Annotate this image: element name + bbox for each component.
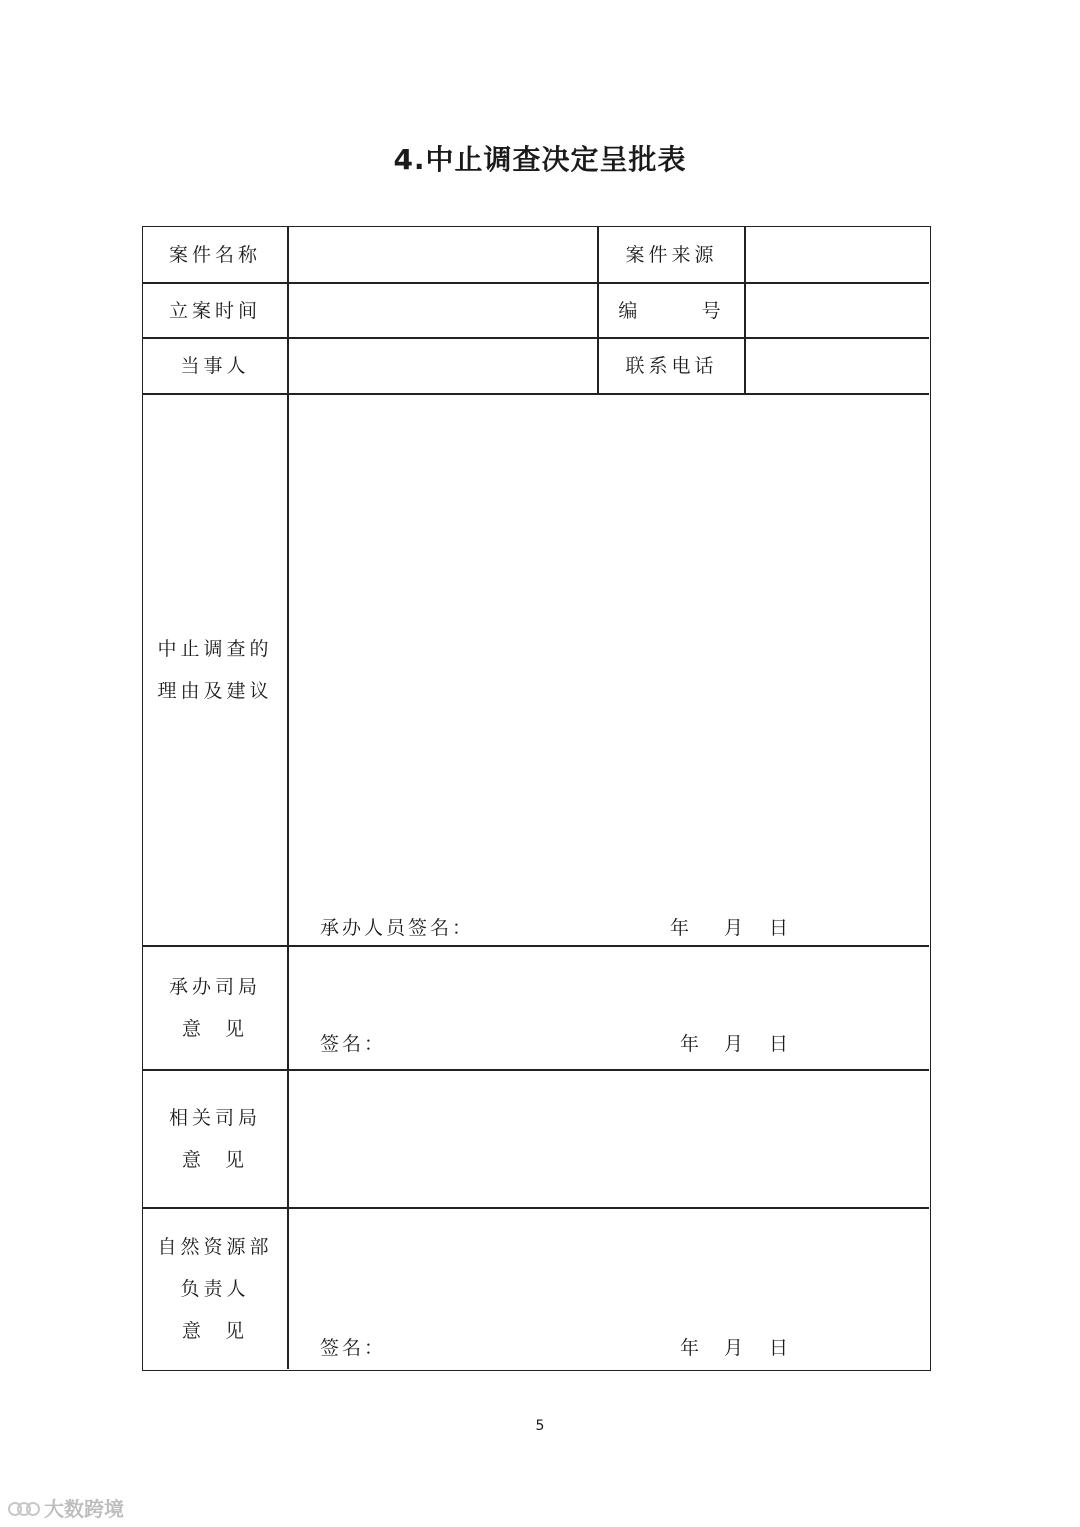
label-filing-time: 立案时间 xyxy=(168,299,261,322)
division-signature-label: 签名： xyxy=(320,1033,387,1055)
watermark-text: 大数跨境 xyxy=(44,1497,124,1521)
label-contact-phone: 联系电话 xyxy=(625,355,718,377)
field-party[interactable] xyxy=(289,339,597,393)
reason-signature-label: 承办人员签名： xyxy=(320,917,475,939)
label-reason-line2: 理由及建议 xyxy=(157,680,273,702)
division-date-month: 月 xyxy=(724,1033,747,1055)
reason-date-day: 日 xyxy=(769,917,792,939)
label-case-source: 案件来源 xyxy=(625,243,718,266)
label-case-number: 编 号 xyxy=(618,299,725,322)
ministry-date-year: 年 xyxy=(680,1337,703,1359)
page-number: 5 xyxy=(535,1418,545,1434)
label-ministry-line3: 意 见 xyxy=(181,1320,249,1342)
form-title: 4.中止调查决定呈批表 xyxy=(393,143,687,176)
field-case-number[interactable] xyxy=(746,284,929,337)
ministry-date-day: 日 xyxy=(769,1337,792,1359)
label-ministry-line2: 负责人 xyxy=(180,1278,250,1300)
reason-date-year: 年 xyxy=(670,917,693,939)
approval-form-table xyxy=(142,226,931,1371)
label-division-line1: 承办司局 xyxy=(168,976,261,998)
label-ministry-opinion xyxy=(143,1209,287,1369)
label-division-line2: 意 见 xyxy=(181,1018,249,1040)
label-related-line1: 相关司局 xyxy=(168,1107,261,1129)
label-related-line2: 意 见 xyxy=(181,1149,249,1171)
label-case-name: 案件名称 xyxy=(168,243,261,266)
field-case-name[interactable] xyxy=(289,227,597,282)
watermark-logo-icon xyxy=(8,1499,38,1517)
label-reason xyxy=(143,395,287,945)
label-party: 当事人 xyxy=(180,355,250,377)
ministry-signature-label: 签名： xyxy=(320,1337,387,1359)
field-contact-phone[interactable] xyxy=(746,339,929,393)
division-date-year: 年 xyxy=(680,1033,703,1055)
label-reason-line1: 中止调查的 xyxy=(157,638,273,660)
reason-date-month: 月 xyxy=(724,917,747,939)
field-filing-time[interactable] xyxy=(289,284,597,337)
field-case-source[interactable] xyxy=(746,227,929,282)
label-division-opinion xyxy=(143,947,287,1069)
field-reason-content[interactable] xyxy=(289,395,929,895)
division-date-day: 日 xyxy=(769,1033,792,1055)
label-related-opinion xyxy=(143,1071,287,1207)
watermark xyxy=(8,1493,124,1522)
ministry-date-month: 月 xyxy=(724,1337,747,1359)
label-ministry-line1: 自然资源部 xyxy=(157,1236,273,1258)
